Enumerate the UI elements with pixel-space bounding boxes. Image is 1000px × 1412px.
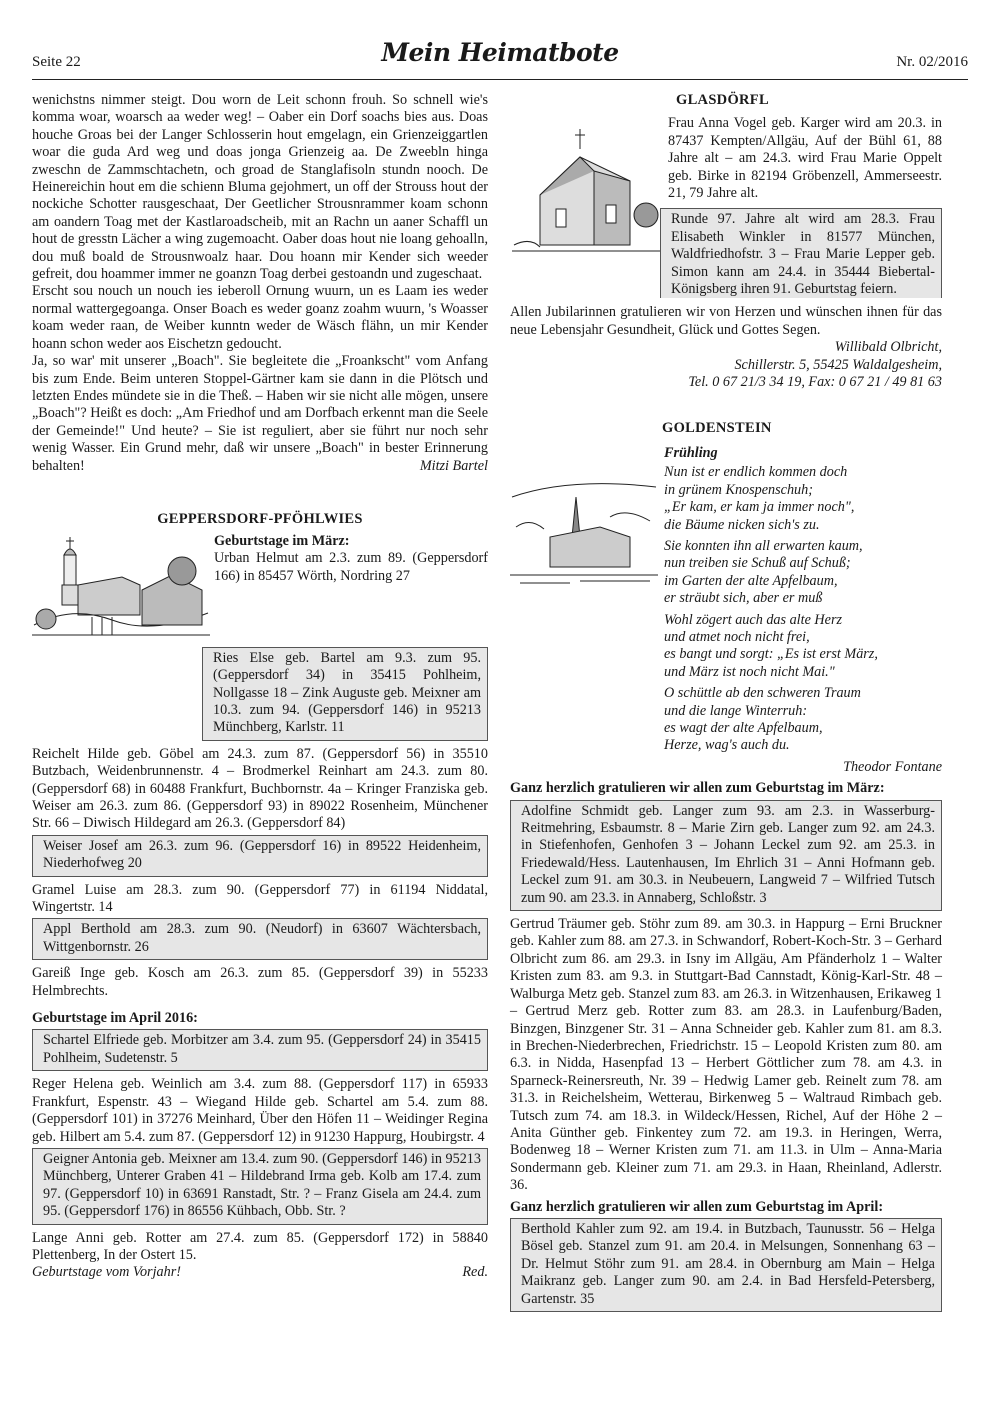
march-highlight-box: Adolfine Schmidt geb. Langer zum 93. am 2.3. in Wasserburg-Reitmehring, Esbaumstr. 8 – Marie Zirn geb. Langer zum 92. am 24.3. in Stiefenhofen, Genhofen 3 – Johann Leckel zum 92. am 25.3. in Friedewald/Hess. Lautenhausen, Im Ehrlich 31 – Anni Hofmann geb. Leckel zum 91. am 30.3. in Neubeuern, Langweid 7 – Wilfried Tutsch zum 90. am 23.3. in Annaberg, Schloßstr. 3 <box>510 800 942 911</box>
march-entry-1: Urban Helmut am 2.3. zum 89. (Geppersdorf 166) in 85457 Wörth, Nordring 27 <box>214 550 488 584</box>
masthead-logo: Mein Heimatbote <box>381 38 619 67</box>
march-entry-4: Gareiß Inge geb. Kosch am 26.3. zum 85. (Geppersdorf 39) in 55233 Helmbrechts. <box>32 965 488 999</box>
signature-name: Willibald Olbricht, <box>834 339 942 356</box>
signature-phone: Tel. 0 67 21/3 34 19, Fax: 0 67 21 / 49 81 63 <box>688 374 942 391</box>
chapel-illustration <box>510 125 660 265</box>
april-greeting-heading: Ganz herzlich gratulieren wir allen zum Geburtstag im April: <box>510 1198 884 1215</box>
march-highlight-box-3: Appl Berthold am 28.3. zum 90. (Neudorf) in 63607 Wächtersbach, Wittgenbornstr. 26 <box>32 918 488 960</box>
issue-number: Nr. 02/2016 <box>896 54 968 70</box>
april-entry-2: Lange Anni geb. Rotter am 27.4. zum 85. (Geppersdorf 172) in 58840 Plettenberg, In der Ostert 15. <box>32 1229 488 1263</box>
page-number: Seite 22 <box>32 54 81 70</box>
intro-paragraph-2: Erscht sou nouch un nouch ies ieberoll Ornung wuurn, un es Laam ies weder normal wattergegoanga. Onser Boach es weder goanz zoahm wuurn, 's Woasser koam weder raan, de Weiber kunntn weder de Wäsch flähn, un mir Kender hoann schon weder aos Eischetzn gedoucht. <box>32 283 488 352</box>
glasdoerfl-entry-2: Allen Jubilarinnen gratulieren wir von Herzen und wünschen ihnen für das neue Lebensjahr Gesundheit, Glück und Gottes Segen. <box>510 304 942 338</box>
march-entry-3: Gramel Luise am 28.3. zum 90. (Geppersdorf 77) in 61194 Niddatal, Wingertstr. 14 <box>32 881 488 916</box>
poem-stanza-4: O schüttle ab den schweren Traum und die lange Winterruh: es wagt der alte Apfelbaum, Herze, wag's auch du. <box>664 685 861 754</box>
left-column <box>32 92 488 1282</box>
april-entry-1: Reger Helena geb. Weinlich am 3.4. zum 88. (Geppersdorf 117) in 65933 Frankfurt, Espenstr. 43 – Wiegand Hilde geb. Schartel am 5.4. zum 88. (Geppersdorf 101) in 37276 Meinhard, Über den Höfen 11 – Weidinger Regina geb. Hilbert am 5.4. zum 87. (Geppersdorf 12) in 91230 Happurg, Houbirgstr. 4 <box>32 1076 488 1145</box>
section-title-glasdoerfl: GLASDÖRFL <box>676 92 769 108</box>
april-highlight-box-2: Geigner Antonia geb. Meixner am 13.4. zum 90. (Geppersdorf 146) in 95213 Münchberg, Unterer Graben 41 – Hildebrand Irma geb. Kolb am 17.4. zum 97. (Geppersdorf 10) in 63691 Ranstadt, Str. ? – Franz Gisela am 24.4. zum 95. (Geppersdorf 176) in 86556 Kühbach, Obb. Str. ? <box>32 1148 488 1225</box>
footer-note: Geburtstage vom Vorjahr! <box>32 1264 181 1281</box>
march-greeting-heading: Ganz herzlich gratulieren wir allen zum Geburtstag im März: <box>510 780 885 797</box>
intro-paragraph: wenichstns nimmer steigt. Dou worn de Leit schonn frouh. So schnell wie's komma woar, woarsch aa weder weg! – Oaber ein Dorf soachs bies aus. Doas houche Groas bei der Langer Schlosserin hout emgelagn, ein Grienzeiggartlen woar die guda Ard weg und doas jonga Grienzeig aa. De Zweebln hinga zweschn de Zammschtachetn, och groad de Stanglafisoln stundn nooch. De Heinereichin hout em die schienn Bluma gejohmert, un off der Strouss hout der nockiche Schotter rausgeschaat, Der Geetlicher Strousnrammer koam schonn am oandern Toag met der Kastlaroadscheib, mit an Rachn un aaner Schaffl un hout de gresstn Lächer a wing zugemoacht. Oaber doas hout nie loang gehoalln, dou muß boald de Strousnwoalz haar. Dou hoann mir Kender sich weeder gefreit, dou hoammer immer ne goanzn Toag derbei gestoandn und zugeschaat. <box>32 92 488 283</box>
poem-stanza-1: Nun ist er endlich kommen doch in grünem Knospenschuh; „Er kam, er kam ja immer noch", die Bäume nicken sich's zu. <box>664 464 855 533</box>
spring-poem <box>664 445 942 755</box>
poem-stanza-2: Sie konnten ihn all erwarten kaum, nun treiben sie Schuß auf Schuß; im Garten der alte Apfelbaum, er sträubt sich, aber er muß <box>664 537 863 607</box>
april-highlight-box: Berthold Kahler zum 92. am 19.4. in Butzbach, Taunusstr. 56 – Helga Bösel geb. Stanzel zum 91. am 20.4. in Melsungen, Sonnenhang 63 – Dr. Helmut Stöhr zum 91. am 28.4. in Obernburg am Main – Helga Maikranz geb. Langer zum 90. am 2.4. in Bad Hersfeld-Petersberg, Gartenstr. 35 <box>510 1218 942 1312</box>
april-birthday-title: Geburtstage im April 2016: <box>32 1010 198 1027</box>
intro-paragraph-3: Ja, so war' mit unserer „Boach". Sie begleitete die „Froankscht" vom Anfang bis zum Ende. Beim unteren Stoppel-Gärtner kam sie dann in die Plötsch und letzten Endes mündete sie in die Theß. – Haben wir sie nicht alle mögen, unsere „Boach"? Heißt es doch: „Am Friedhof und am Dorfbach erkennt man die Seele der Gemeinde!" Und heute? – Sie ist reguliert, aber sie führt nur noch sehr wenig Wasser. Ein Grund mehr, daß wir unsere „Boach" in bester Erinnerung behalten! <box>32 353 488 474</box>
march-highlight-box-2: Weiser Josef am 26.3. zum 96. (Geppersdorf 16) in 89522 Heidenheim, Niederhofweg 20 <box>32 835 488 877</box>
signature-address: Schillerstr. 5, 55425 Waldalgesheim, <box>734 356 942 373</box>
poem-stanza-3: Wohl zögert auch das alte Herz und atmet noch nicht frei, es bangt und sorgt: „Es ist erst März, und März ist noch nicht Mai." <box>664 611 878 680</box>
intro-author: Mitzi Bartel <box>419 457 488 474</box>
march-entry-2: Reichelt Hilde geb. Göbel am 24.3. zum 87. (Geppersdorf 56) in 35510 Butzbach, Weidenbrunnenstr. 4 – Brodmerkel Reinhart am 24.3. zum 80. (Geppersdorf 68) in 60488 Frankfurt, Buchbornstr. 4a – Kringer Franziska geb. Weiser am 26.3. zum 86. (Geppersdorf 93) in 89022 Rosenheim, Münchener Str. 66 – Diwisch Hildegard am 26.3. (Geppersdorf 84) <box>32 745 488 832</box>
section-title-goldenstein: GOLDENSTEIN <box>662 419 772 436</box>
poem-author: Theodor Fontane <box>843 758 942 775</box>
goldenstein-landscape-illustration <box>510 467 658 587</box>
section-title-geppersdorf: GEPPERSDORF-PFÖHLWIES <box>157 511 363 528</box>
footer-editor: Red. <box>462 1264 488 1281</box>
page-header <box>32 30 968 80</box>
march-birthday-title: Geburtstage im März: <box>214 532 350 549</box>
church-village-illustration <box>32 535 210 645</box>
march-highlight-box-1: Ries Else geb. Bartel am 9.3. zum 95. (Geppersdorf 34) in 35415 Pohlheim, Nollgasse 18 – Zink Auguste geb. Meixner am 10.3. zum 94. (Geppersdorf 146) in 95213 Münchberg, Karlstr. 11 <box>202 647 488 741</box>
april-highlight-box-1: Schartel Elfriede geb. Morbitzer am 3.4. zum 95. (Geppersdorf 24) in 35415 Pohlheim, Sudetenstr. 5 <box>32 1029 488 1071</box>
right-column <box>510 92 942 1317</box>
poem-title: Frühling <box>664 444 718 461</box>
glasdoerfl-highlight-box: Runde 97. Jahre alt wird am 28.3. Frau Elisabeth Winkler in 81577 München, Waldfriedhofstr. 3 – Frau Marie Lepper geb. Simon kann am 24.4. in 35444 Biebertal-Königsberg ihren 91. Geburtstag feiern. <box>660 208 942 298</box>
march-birthday-list: Gertrud Träumer geb. Stöhr zum 89. am 30.3. in Happurg – Erni Bruckner geb. Kahler zum 88. am 27.3. in Schwandorf, Robert-Koch-Str. 3 – Gerhard Olbricht zum 86. am 29.3. in Isny im Allgäu, Am Pfänderholz 1 – Walter Kristen zum 83. am 9.3. in Stuttgart-Bad Cannstadt, König-Karl-Str. 48 – Walburga Metz geb. Stanzel zum 83. am 26.3. in Witzenhausen, Erikaweg 1 – Gertrud Merz geb. Rotter zum 83. am 28.3. in Laufenburg/Baden, Binzgen, Binzgener Str. 31 – Anna Schneider geb. Kahler zum 81. am 8.3. in Brechen-Niederbrechen, Friedrichstr. 15 – Leopold Kristen zum 80. am 6.3. in Nidda, Hasenpfad 13 – Herbert Göttlicher zum 78. am 4.3. in Sparneck-Reinersreuth, Nr. 39 – Hedwig Lamer geb. Reinelt zum 78. am 31.3. in Reichelsheim, Wetterau, Birkenweg 5 – Waltraud Rimbach geb. Tutsch zum 74. am 18.3. in Wildeck/Hessen, Richel, Auf der Höhe 2 – Anita Günther geb. Finkentey zum 72. am 19.3. in Heringen, Werra, Bodenweg 18 – Werner Kristen zum 71. am 11.3. in Ulm – Anna-Maria Sondermann geb. Kleiner zum 71. am 29.3. in Haan, Rheinland, Adlerstr. 36. <box>510 916 942 1194</box>
glasdoerfl-entry-1: Frau Anna Vogel geb. Karger wird am 20.3. in 87437 Kempten/Allgäu, Auf der Bühl 61, 88 Jahre alt – am 24.3. wird Frau Marie Oppelt geb. Birke in 82194 Gröbenzell, Ammerseestr. 21, 79 Jahre alt. <box>668 115 942 202</box>
